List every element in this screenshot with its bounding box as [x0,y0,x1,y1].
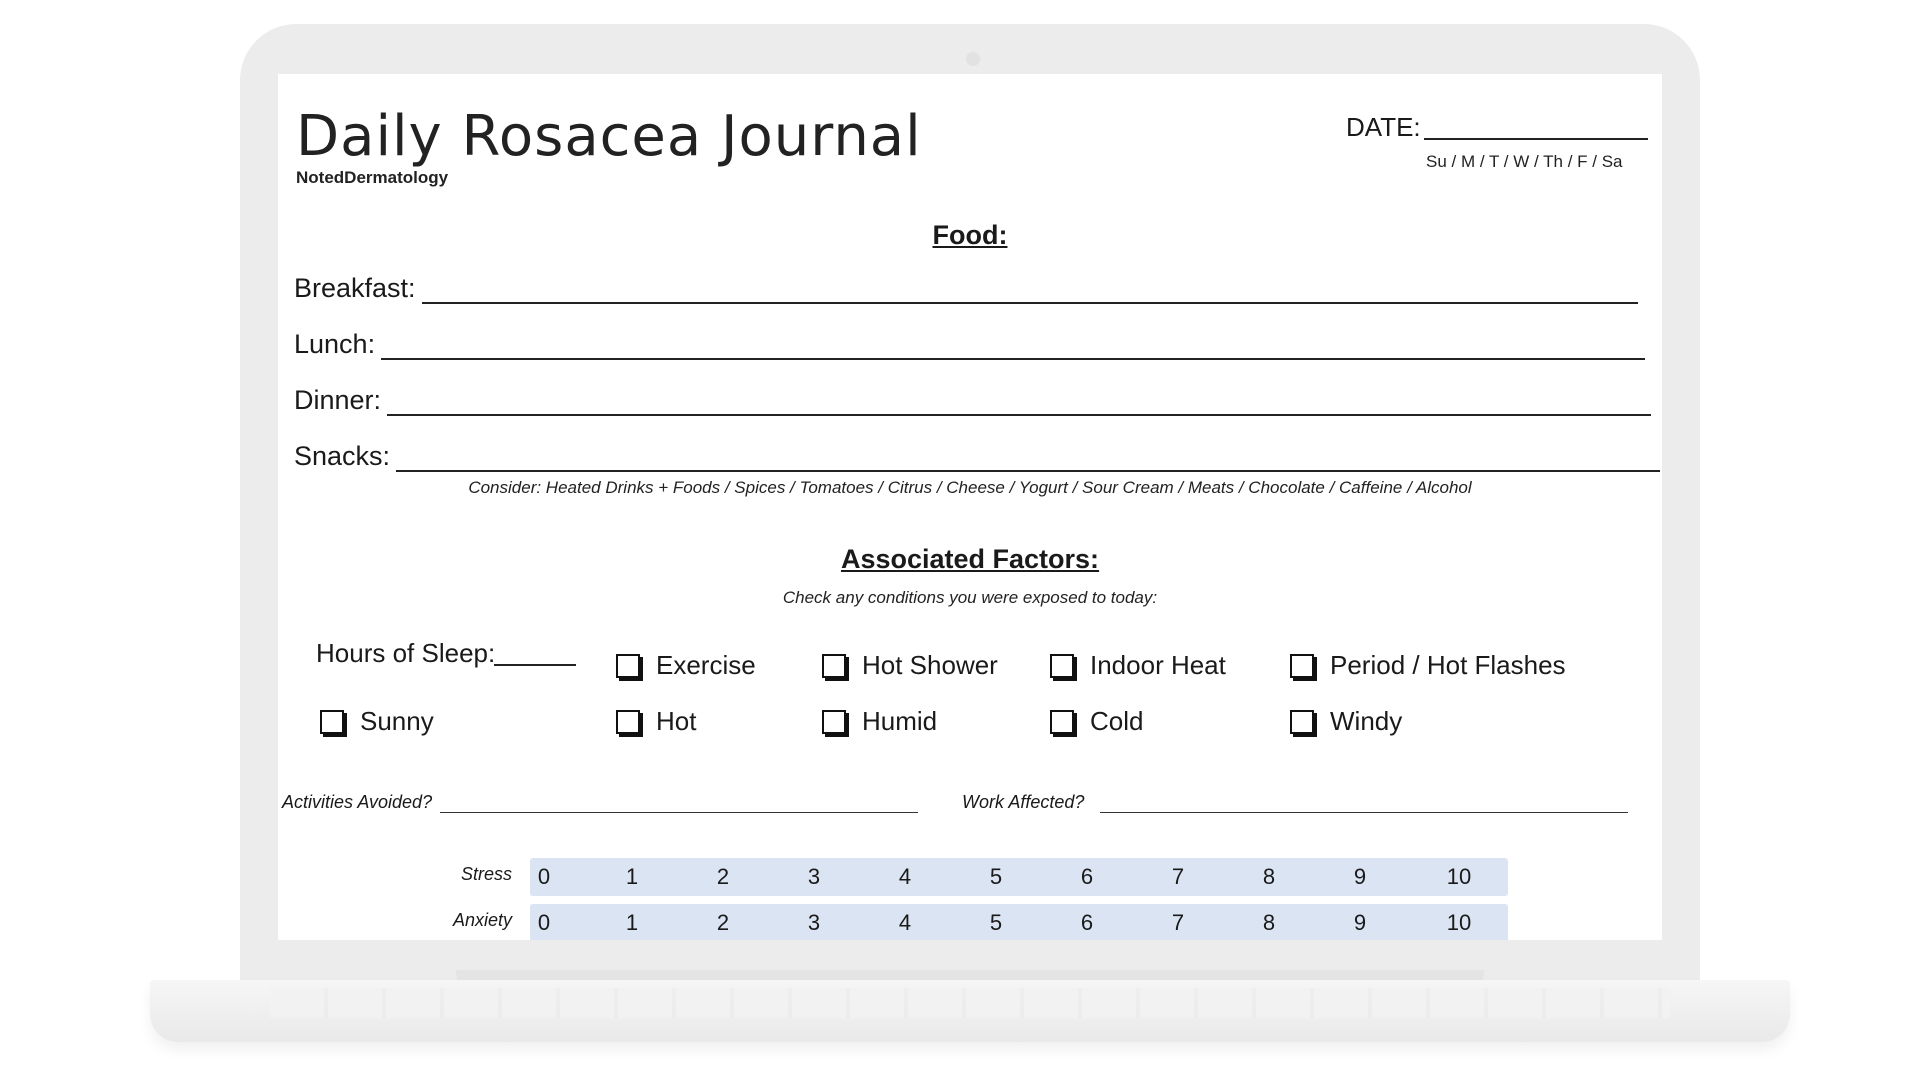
checkbox-cold[interactable] [1050,706,1143,737]
stress-scale-bar [530,858,1508,896]
checkbox-icon[interactable] [1050,710,1074,734]
checkbox-label: Hot [656,706,697,736]
checkbox-indoor-heat[interactable] [1050,650,1226,681]
snacks-label: Snacks: [294,441,391,471]
scale-option[interactable]: 8 [1262,910,1276,935]
brand-name: NotedDermatology [296,168,449,187]
food-consider-note: Consider: Heated Drinks + Foods / Spices / Tomatoes / Citrus / Cheese / Yogurt / Sour Cream / Meats / Chocolate / Caffeine / Alcohol [468,478,1472,497]
dinner-field[interactable] [387,384,1651,416]
scale-option[interactable]: 5 [989,910,1003,935]
scale-option[interactable]: 6 [1080,910,1094,935]
scale-option[interactable]: 4 [898,910,912,935]
weekday-selector[interactable]: Su / M / T / W / Th / F / Sa [1426,152,1623,171]
meal-row-snacks [294,432,1660,472]
checkbox-icon[interactable] [822,710,846,734]
date-field[interactable] [1424,138,1648,140]
factors-subtitle: Check any conditions you were exposed to today: [782,588,1158,607]
activities-avoided-label: Activities Avoided? [282,792,433,812]
anxiety-scale-bar [530,904,1508,940]
stress-scale [278,858,1662,896]
scale-option[interactable]: 1 [625,864,639,889]
date-label: DATE: [1346,112,1421,142]
snacks-field[interactable] [396,440,1660,472]
meal-row-breakfast [294,264,1638,304]
activities-avoided-field[interactable] [440,812,918,813]
sleep-label: Hours of Sleep: [316,638,496,668]
scale-option[interactable]: 10 [1446,864,1472,889]
scale-option[interactable]: 7 [1171,910,1185,935]
checkbox-icon[interactable] [320,710,344,734]
checkbox-label: Exercise [656,650,756,680]
checkbox-label: Humid [862,706,938,736]
stress-label: Stress [460,864,512,884]
journal-title: Daily Rosacea Journal [296,104,922,169]
scale-option[interactable]: 9 [1353,910,1367,935]
sleep-field[interactable] [494,664,576,666]
scale-option[interactable]: 0 [537,910,551,935]
scale-option[interactable]: 6 [1080,864,1094,889]
scale-option[interactable]: 3 [807,910,821,935]
scale-option[interactable]: 2 [716,864,730,889]
meal-row-lunch [294,320,1645,360]
lunch-field[interactable] [381,328,1645,360]
factors-heading: Associated Factors: [840,544,1100,574]
checkbox-icon[interactable] [1290,710,1314,734]
screen [278,74,1662,940]
work-affected-label: Work Affected? [962,792,1085,812]
checkbox-hot-shower[interactable] [822,650,998,681]
checkbox-icon[interactable] [1290,654,1314,678]
checkbox-label: Indoor Heat [1090,650,1226,680]
checkbox-icon[interactable] [1050,654,1074,678]
anxiety-scale [278,904,1662,940]
scale-option[interactable]: 7 [1171,864,1185,889]
dinner-label: Dinner: [294,385,382,415]
checkbox-icon[interactable] [616,710,640,734]
checkbox-hot[interactable] [616,706,696,737]
scale-option[interactable]: 8 [1262,864,1276,889]
checkbox-period-hot-flashes[interactable] [1290,650,1566,681]
scale-option[interactable]: 2 [716,910,730,935]
scale-option[interactable]: 5 [989,864,1003,889]
scale-option[interactable]: 1 [625,910,639,935]
checkbox-label: Sunny [360,706,434,736]
checkbox-label: Period / Hot Flashes [1330,650,1566,680]
camera-icon [966,52,980,66]
meal-row-dinner [294,376,1651,416]
checkbox-label: Cold [1090,706,1144,736]
scale-option[interactable]: 10 [1446,910,1472,935]
work-affected-field[interactable] [1100,812,1628,813]
scale-option[interactable]: 4 [898,864,912,889]
lunch-label: Lunch: [294,329,376,359]
checkbox-windy[interactable] [1290,706,1402,737]
checkbox-icon[interactable] [822,654,846,678]
scale-option[interactable]: 3 [807,864,821,889]
checkbox-sunny[interactable] [320,706,434,737]
checkbox-exercise[interactable] [616,650,756,681]
checkbox-icon[interactable] [616,654,640,678]
keyboard [270,988,1670,1018]
checkbox-label: Windy [1330,706,1403,736]
checkbox-humid[interactable] [822,706,937,737]
anxiety-label: Anxiety [452,910,512,930]
food-heading: Food: [932,220,1008,250]
breakfast-label: Breakfast: [294,273,416,303]
scale-option[interactable]: 0 [537,864,551,889]
breakfast-field[interactable] [422,272,1638,304]
checkbox-label: Hot Shower [862,650,998,680]
scale-option[interactable]: 9 [1353,864,1367,889]
